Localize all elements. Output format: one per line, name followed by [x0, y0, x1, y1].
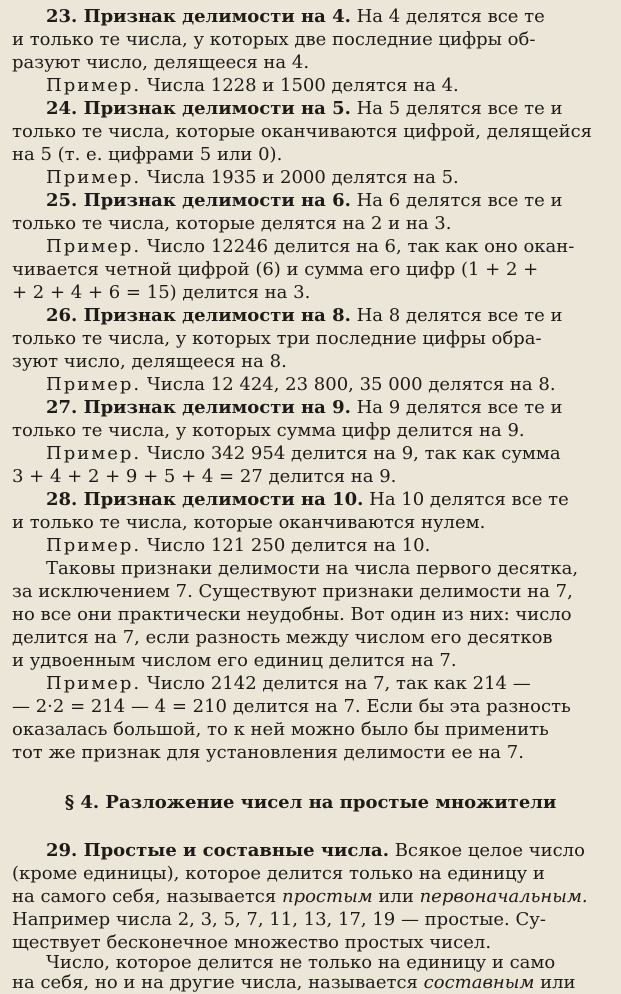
p29-title: 29. Простые и составные числа.: [46, 840, 389, 861]
p23-example: Пример. Числа 1228 и 1500 делятся на 4.: [46, 75, 459, 96]
p24-example: Пример. Числа 1935 и 2000 делятся на 5.: [46, 167, 459, 188]
p23-title: 23. Признак делимости на 4.: [46, 6, 351, 27]
p29-line-1: 29. Простые и составные числа. Всякое целое число: [46, 840, 585, 861]
p27-line-1: 27. Признак делимости на 9. На 9 делятся все те и: [46, 397, 563, 418]
p26-line-3: зуют число, делящееся на 8.: [12, 351, 287, 372]
p24-line-1: 24. Признак делимости на 5. На 5 делятся все те и: [46, 98, 563, 119]
p29-line-7: на себя, но и на другие числа, называется составным или: [12, 972, 576, 993]
p23-line-2: и только те числа, у которых две последние цифры об-: [12, 29, 536, 50]
p26-line-1: 26. Признак делимости на 8. На 8 делятся все те и: [46, 305, 563, 326]
p25-example-1: Пример. Число 12246 делится на 6, так как оно окан-: [46, 236, 575, 257]
p25-line-2: только те числа, которые делятся на 2 и на 3.: [12, 213, 452, 234]
div7-example-4: тот же признак для установления делимости ее на 7.: [12, 742, 524, 763]
p29-line-2: (кроме единицы), которое делится только на единицу и: [12, 863, 545, 884]
section-heading: § 4. Разложение чисел на простые множители: [64, 792, 557, 813]
p27-title: 27. Признак делимости на 9.: [46, 397, 351, 418]
p28-line-2: и только те числа, которые оканчиваются нулем.: [12, 512, 486, 533]
div7-line-3: но все они практически неудобны. Вот один из них: число: [12, 604, 572, 625]
p27-example-1: Пример. Число 342 954 делится на 9, так как сумма: [46, 443, 561, 464]
p23-line-3: разуют число, делящееся на 4.: [12, 52, 310, 73]
p29-line-5: ществует бесконечное множество простых чисел.: [12, 932, 492, 953]
div7-line-2: за исключением 7. Существуют признаки делимости на 7,: [12, 581, 573, 602]
p29-line-6: Число, которое делится не только на единицу и само: [46, 952, 556, 973]
p24-line-2: только те числа, которые оканчиваются цифрой, делящейся: [12, 121, 593, 142]
div7-line-4: делится на 7, если разность между числом его десятков: [12, 627, 553, 648]
p28-line-1: 28. Признак делимости на 10. На 10 делятся все те: [46, 489, 569, 510]
p28-title: 28. Признак делимости на 10.: [46, 489, 364, 510]
p26-title: 26. Признак делимости на 8.: [46, 305, 351, 326]
term-prime: простым: [281, 886, 373, 907]
p25-line-1: 25. Признак делимости на 6. На 6 делятся все те и: [46, 190, 563, 211]
p28-example: Пример. Число 121 250 делится на 10.: [46, 535, 431, 556]
p25-title: 25. Признак делимости на 6.: [46, 190, 351, 211]
div7-example-3: оказалась большой, то к ней можно было бы применить: [12, 719, 549, 740]
p26-line-2: только те числа, у которых три последние цифры обра-: [12, 328, 542, 349]
p26-example: Пример. Числа 12 424, 23 800, 35 000 делятся на 8.: [46, 374, 556, 395]
div7-line-1: Таковы признаки делимости на числа первого десятка,: [46, 558, 579, 579]
p24-title: 24. Признак делимости на 5.: [46, 98, 351, 119]
p23-line-1: 23. Признак делимости на 4. На 4 делятся все те: [46, 6, 545, 27]
div7-example-1: Пример. Число 2142 делится на 7, так как 214 —: [46, 673, 531, 694]
p24-line-3: на 5 (т. е. цифрами 5 или 0).: [12, 144, 283, 165]
term-primary: первоначальным.: [419, 886, 588, 907]
p27-line-2: только те числа, у которых сумма цифр делится на 9.: [12, 420, 525, 441]
p25-example-2: чивается четной цифрой (6) и сумма его цифр (1 + 2 +: [12, 259, 539, 280]
p27-example-2: 3 + 4 + 2 + 9 + 5 + 4 = 27 делится на 9.: [12, 466, 397, 487]
term-composite: составным: [423, 972, 535, 993]
p25-example-3: + 2 + 4 + 6 = 15) делится на 3.: [12, 282, 311, 303]
p29-line-4: Например числа 2, 3, 5, 7, 11, 13, 17, 19 — простые. Су-: [12, 909, 546, 930]
div7-line-5: и удвоенным числом его единиц делится на 7.: [12, 650, 457, 671]
div7-example-2: — 2·2 = 214 — 4 = 210 делится на 7. Если бы эта разность: [12, 696, 571, 717]
p29-line-3: на самого себя, называется простым или первоначальным.: [12, 886, 588, 907]
